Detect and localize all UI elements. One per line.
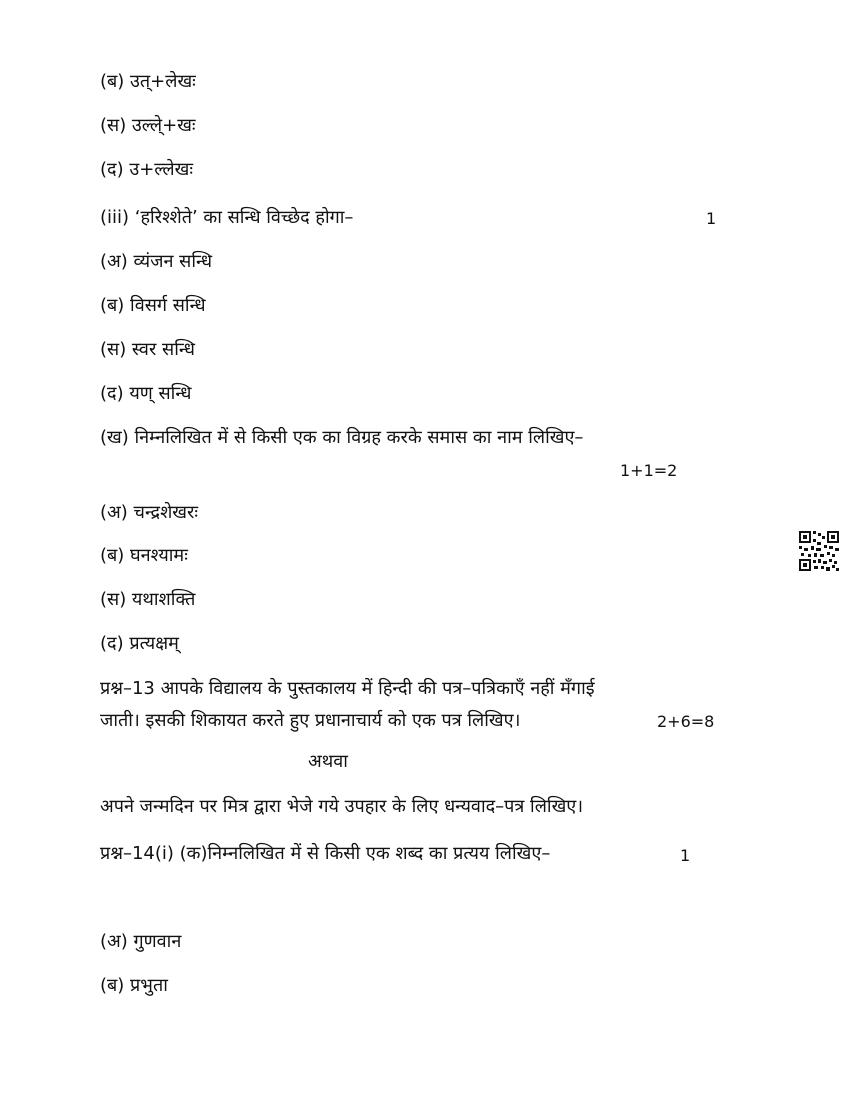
qr-code-icon: [799, 531, 839, 571]
question-kh-text: (ख) निम्नलिखित में से किसी एक का विग्रह करके समास का नाम लिखिए–: [100, 427, 584, 448]
question-kh-option-a: (अ) चन्द्रशेखरः: [100, 502, 199, 523]
question-13-alternative: अपने जन्मदिन पर मित्र द्वारा भेजे गये उपहार के लिए धन्यवाद–पत्र लिखिए।: [100, 796, 584, 817]
question-14-marks: 1: [680, 846, 691, 865]
question-iii-marks: 1: [706, 209, 717, 228]
question-iii-option-a: (अ) व्यंजन सन्धि: [100, 251, 213, 272]
question-13-line2: जाती। इसकी शिकायत करते हुए प्रधानाचार्य को एक पत्र लिखिए।: [100, 710, 521, 731]
question-14-option-b: (ब) प्रभुता: [100, 975, 168, 996]
option-d-u-llekh: (द) उ+ल्लेखः: [100, 159, 193, 180]
question-iii-text: (iii) ‘हरिश्शेते’ का सन्धि विच्छेद होगा–: [100, 207, 354, 228]
question-kh-option-d: (द) प्रत्यक्षम्: [100, 633, 179, 654]
question-iii-option-b: (ब) विसर्ग सन्धि: [100, 295, 206, 316]
question-iii-option-d: (द) यण् सन्धि: [100, 383, 192, 404]
question-14-option-a: (अ) गुणवान: [100, 931, 182, 952]
question-iii-option-s: (स) स्वर सन्धि: [100, 339, 195, 360]
option-b-ut-lekh: (ब) उत्+लेखः: [100, 71, 196, 92]
question-kh-option-s: (स) यथाशक्ति: [100, 589, 196, 610]
question-kh-marks: 1+1=2: [620, 461, 678, 480]
question-13-marks: 2+6=8: [657, 712, 715, 731]
question-14-text: प्रश्न–14(i) (क)निम्नलिखित में से किसी एक शब्द का प्रत्यय लिखिए–: [100, 843, 551, 864]
or-separator: अथवा: [308, 751, 348, 772]
option-s-ulle-kh: (स) उल्ले्+खः: [100, 115, 196, 136]
question-13-line1: प्रश्न–13 आपके विद्यालय के पुस्तकालय में हिन्दी की पत्र–पत्रिकाएँ नहीं मँगाई: [100, 678, 595, 699]
question-kh-option-b: (ब) घनश्यामः: [100, 545, 188, 566]
